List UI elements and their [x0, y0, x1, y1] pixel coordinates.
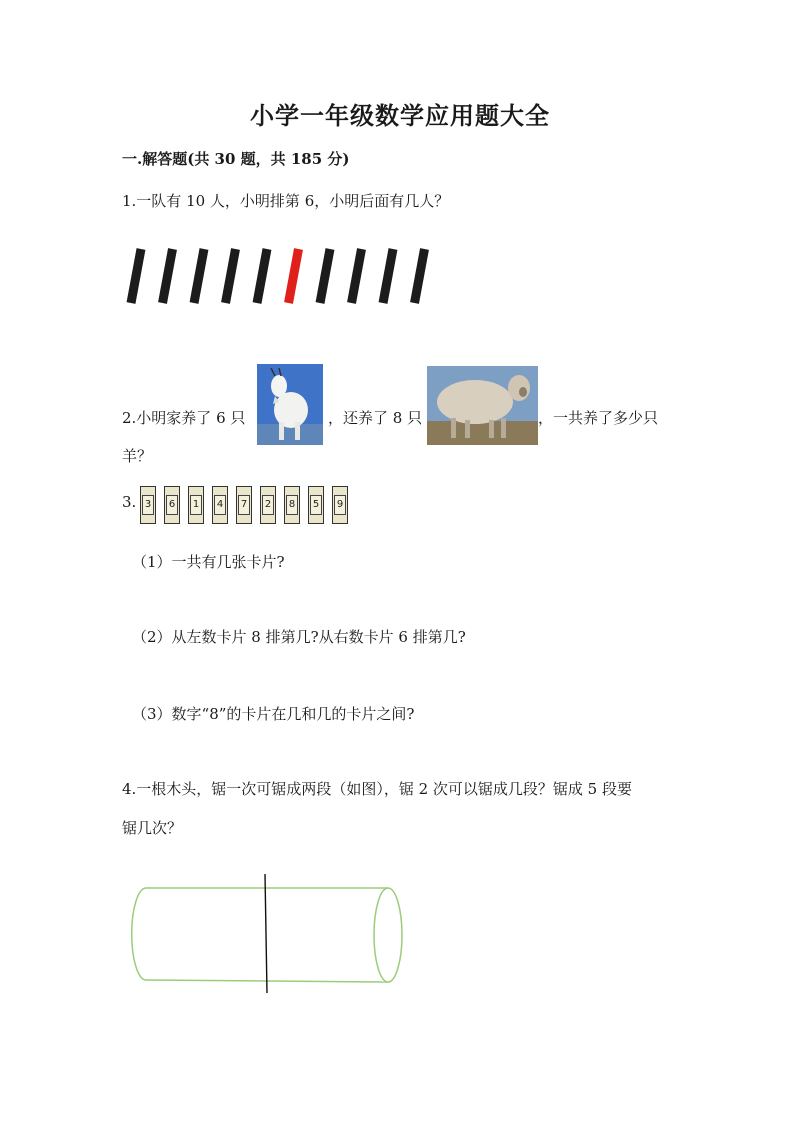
section-heading: 一.解答题(共 30 题，共 185 分): [122, 150, 350, 168]
tally-stick: [320, 249, 330, 303]
tally-stick: [131, 249, 141, 303]
number-card-value: 6: [166, 495, 178, 515]
tally-stick: [352, 249, 362, 303]
tally-stick-highlighted: [289, 249, 299, 303]
log-figure: [126, 870, 411, 995]
number-card-value: 1: [190, 495, 202, 515]
tally-stick: [163, 249, 173, 303]
number-card: [212, 486, 228, 524]
tally-stick: [194, 249, 204, 303]
question-2-part3: ，一共养了多少只: [538, 409, 659, 427]
question-4-line1: 4.一根木头，锯一次可锯成两段（如图），锯 2 次可以锯成几段？锯成 5 段要: [122, 780, 632, 798]
question-2-part4: 羊？: [122, 447, 153, 465]
number-card-value: 9: [334, 495, 346, 515]
tally-sticks-figure: [125, 245, 435, 315]
question-3-label: 3.: [122, 493, 137, 511]
page-title: 小学一年级数学应用题大全: [250, 101, 550, 130]
question-2-part2: ，还养了 8 只: [328, 409, 423, 427]
number-card-value: 7: [238, 495, 250, 515]
question-3-sub2: （2）从左数卡片 8 排第几?从右数卡片 6 排第几?: [132, 628, 466, 646]
sheep-image: [427, 366, 538, 445]
question-3-sub3: （3）数字“8”的卡片在几和几的卡片之间?: [132, 705, 415, 723]
saw-cut-line: [265, 874, 267, 993]
number-card-value: 4: [214, 495, 226, 515]
question-4-line2: 锯几次？: [122, 819, 183, 837]
question-3-sub1: （1）一共有几张卡片?: [132, 553, 285, 571]
number-card: [236, 486, 252, 524]
number-card-value: 3: [142, 495, 154, 515]
number-card: [308, 486, 324, 524]
number-card: [260, 486, 276, 524]
number-card-value: 5: [310, 495, 322, 515]
number-card-value: 2: [262, 495, 274, 515]
tally-stick: [226, 249, 236, 303]
question-1: 1.一队有 10 人，小明排第 6，小明后面有几人？: [122, 192, 450, 210]
number-card: [332, 486, 348, 524]
number-card: [188, 486, 204, 524]
number-card: [284, 486, 300, 524]
tally-stick: [257, 249, 267, 303]
tally-stick: [383, 249, 393, 303]
number-card: [164, 486, 180, 524]
number-card: [140, 486, 156, 524]
goat-image: [257, 364, 323, 445]
tally-stick: [415, 249, 425, 303]
number-card-value: 8: [286, 495, 298, 515]
question-2-part1: 2.小明家养了 6 只: [122, 409, 246, 427]
